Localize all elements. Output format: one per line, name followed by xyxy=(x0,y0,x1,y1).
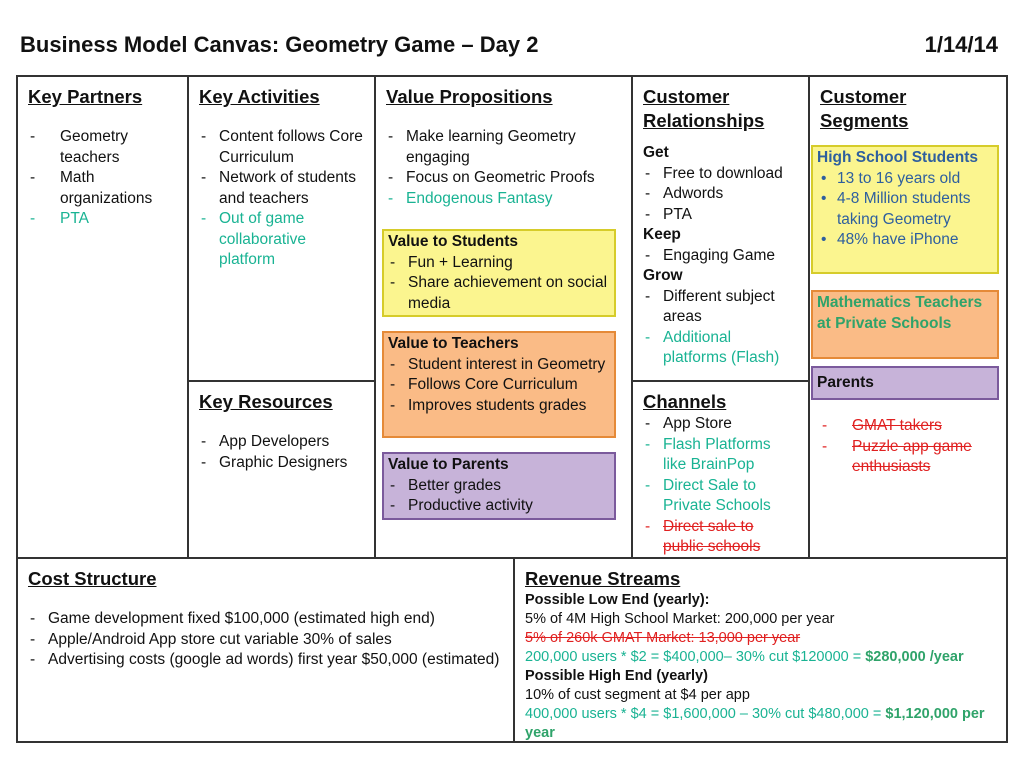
high-end-calculation xyxy=(525,705,996,743)
list-item: • 13 to 16 years old xyxy=(817,169,993,190)
list-item-added: - Out of game collaborative platform xyxy=(199,209,364,271)
list-item: - App Store xyxy=(643,414,798,435)
list-item-added: - Additional platforms (Flash) xyxy=(643,328,798,369)
cost-structure-section xyxy=(18,559,513,741)
high-school-students-list xyxy=(817,169,993,251)
high-end-line: 10% of cust segment at $4 per app xyxy=(525,687,750,703)
list-item: • 4-8 Million students taking Geometry xyxy=(817,189,993,230)
revenue-streams-heading: Revenue Streams xyxy=(525,568,681,589)
removed-segments xyxy=(810,408,1006,488)
cost-structure-heading: Cost Structure xyxy=(28,568,157,589)
revenue-streams-section xyxy=(515,559,1006,741)
list-item: - Game development fixed $100,000 (estimated high end) xyxy=(28,609,503,630)
list-item: - Student interest in Geometry xyxy=(388,355,610,376)
low-end-calc-text: 200,000 users * $2 = $400,000– 30% cut $120000 = xyxy=(525,649,866,665)
list-item: - Geometry teachers xyxy=(28,127,177,168)
list-item: - Better grades xyxy=(388,476,610,497)
key-resources-heading: Key Resources xyxy=(199,391,333,412)
list-item: - Network of students and teachers xyxy=(199,168,364,209)
list-item-added: - PTA xyxy=(28,209,177,230)
page-title: Business Model Canvas: Geometry Game – Day 2 xyxy=(20,32,539,57)
low-end-total: $280,000 /year xyxy=(865,649,964,665)
list-item: - Follows Core Curriculum xyxy=(388,375,610,396)
channels-heading: Channels xyxy=(643,391,727,412)
list-item: - Improves students grades xyxy=(388,396,610,417)
value-to-teachers-box xyxy=(382,331,616,438)
parents-segment-box xyxy=(811,366,999,400)
get-label: Get xyxy=(643,144,669,161)
key-activities-list xyxy=(199,127,364,271)
key-partners-section xyxy=(18,77,187,377)
low-end-struck-line: 5% of 260k GMAT Market: 13,000 per year xyxy=(525,630,801,646)
customer-relationships-section xyxy=(633,77,808,379)
list-item: - Fun + Learning xyxy=(388,253,610,274)
math-teachers-title: Mathematics Teachers at Private Schools xyxy=(817,294,983,332)
removed-segments-list xyxy=(820,416,996,478)
list-item: - Engaging Game xyxy=(643,246,798,267)
list-item: • 48% have iPhone xyxy=(817,230,993,251)
list-item-added: - Flash Platforms like BrainPop xyxy=(643,435,798,476)
channels-list xyxy=(643,414,798,558)
page-date: 1/14/14 xyxy=(924,32,998,57)
list-item-removed: - Puzzle app game enthusiasts xyxy=(820,437,996,478)
high-end-calc-text: 400,000 users * $4 = $1,600,000 – 30% cut $480,000 = xyxy=(525,706,886,722)
customer-segments-section xyxy=(810,77,1006,147)
cost-structure-list xyxy=(28,609,503,671)
low-end-label: Possible Low End (yearly): xyxy=(525,592,710,608)
key-resources-list xyxy=(199,432,364,473)
keep-list xyxy=(643,246,798,267)
list-item-added: - Direct Sale to Private Schools xyxy=(643,476,798,517)
list-item-removed: - GMAT takers xyxy=(820,416,996,437)
high-school-students-title: High School Students xyxy=(817,149,979,166)
key-resources-section xyxy=(189,382,374,557)
list-item: - Adwords xyxy=(643,184,798,205)
value-propositions-heading: Value Propositions xyxy=(386,86,553,107)
value-to-teachers-list xyxy=(388,355,610,417)
list-item-added: - Endogenous Fantasy xyxy=(386,189,621,210)
grow-label: Grow xyxy=(643,267,683,284)
list-item: - App Developers xyxy=(199,432,364,453)
low-end-line: 5% of 4M High School Market: 200,000 per year xyxy=(525,611,835,627)
value-to-students-list xyxy=(388,253,610,315)
value-to-parents-title: Value to Parents xyxy=(388,456,509,473)
value-to-parents-list xyxy=(388,476,610,517)
get-list xyxy=(643,164,798,226)
list-item: - Free to download xyxy=(643,164,798,185)
list-item-removed: - Direct sale to public schools xyxy=(643,517,798,558)
key-activities-section xyxy=(189,77,374,377)
key-partners-heading: Key Partners xyxy=(28,86,143,107)
parents-segment-title: Parents xyxy=(817,374,874,391)
list-item: - Apple/Android App store cut variable 30% of sales xyxy=(28,630,503,651)
value-propositions-section xyxy=(376,77,631,227)
keep-label: Keep xyxy=(643,226,681,243)
list-item: - Make learning Geometry engaging xyxy=(386,127,621,168)
math-teachers-box xyxy=(811,290,999,359)
list-item: - PTA xyxy=(643,205,798,226)
list-item: - Graphic Designers xyxy=(199,453,364,474)
list-item: - Math organizations xyxy=(28,168,177,209)
value-to-students-box xyxy=(382,229,616,317)
list-item: - Share achievement on social media xyxy=(388,273,610,314)
channels-section xyxy=(633,382,808,557)
grow-list xyxy=(643,287,798,369)
value-to-parents-box xyxy=(382,452,616,520)
list-item: - Content follows Core Curriculum xyxy=(199,127,364,168)
low-end-calculation xyxy=(525,648,996,667)
value-to-teachers-title: Value to Teachers xyxy=(388,335,519,352)
customer-relationships-heading: Customer Relationships xyxy=(643,86,765,131)
key-activities-heading: Key Activities xyxy=(199,86,320,107)
customer-segments-heading: Customer Segments xyxy=(820,86,909,131)
list-item: - Different subject areas xyxy=(643,287,798,328)
value-to-students-title: Value to Students xyxy=(388,233,519,250)
canvas-border-right xyxy=(1006,75,1008,743)
key-partners-list xyxy=(28,127,177,230)
business-model-canvas xyxy=(16,75,1008,743)
list-item: - Advertising costs (google ad words) first year $50,000 (estimated) xyxy=(28,650,503,671)
list-item: - Productive activity xyxy=(388,496,610,517)
high-end-total: $1,120,000 per year xyxy=(525,706,985,741)
list-item: - Focus on Geometric Proofs xyxy=(386,168,621,189)
high-school-students-box xyxy=(811,145,999,274)
high-end-label: Possible High End (yearly) xyxy=(525,668,708,684)
value-propositions-list xyxy=(386,127,621,209)
